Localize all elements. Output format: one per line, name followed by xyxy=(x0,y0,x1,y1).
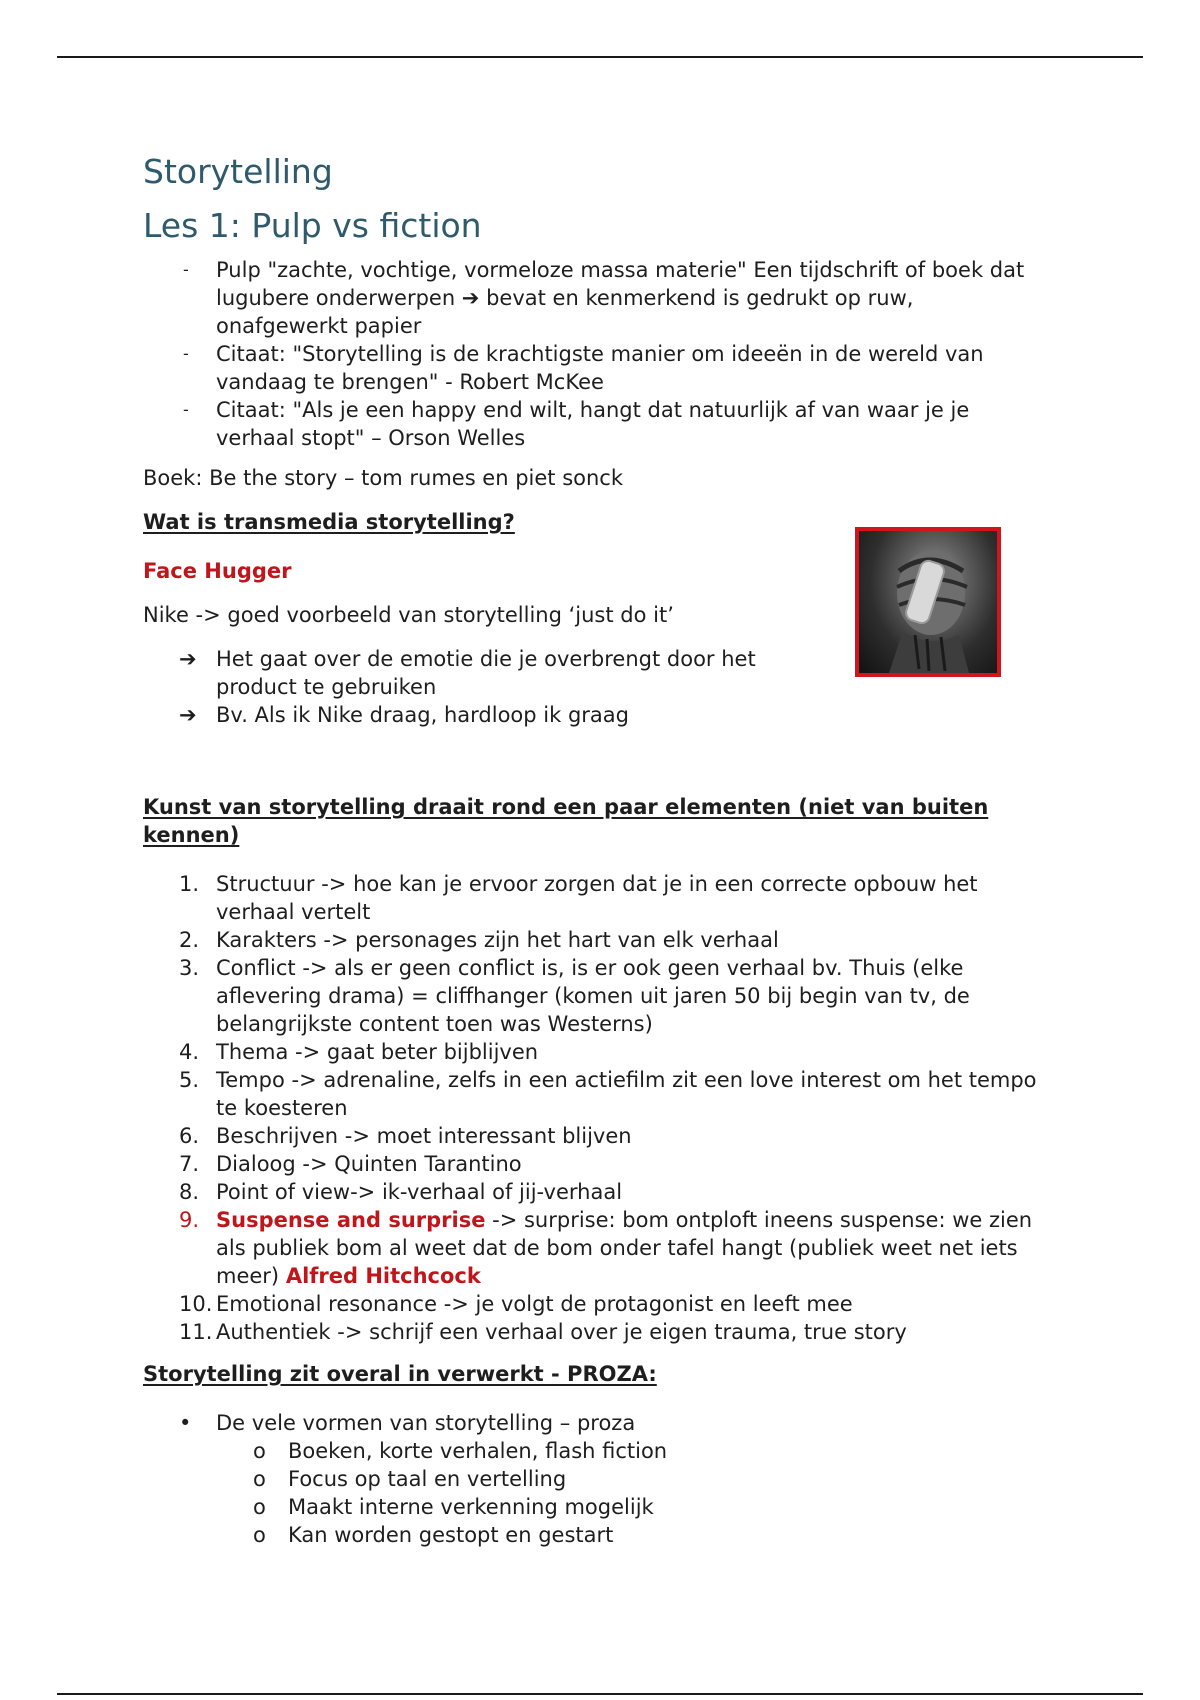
list-item: • De vele vormen van storytelling – proza xyxy=(179,1411,636,1435)
top-rule xyxy=(57,56,1143,58)
sub-list-item: o Kan worden gestopt en gestart xyxy=(253,1523,614,1547)
circle-bullet-icon: o xyxy=(253,1439,266,1463)
arrow-icon: ➔ xyxy=(179,703,197,727)
list-item: 3. Conflict -> als er geen conflict is, is er ook geen verhaal bv. Thuis (elke aflevering drama) = cliffhanger (komen uit jaren 50 bij begin van tv, de belangrijkste content toen was Westerns) xyxy=(179,956,970,1036)
circle-bullet-icon: o xyxy=(253,1467,266,1491)
lesson-title: Les 1: Pulp vs fiction xyxy=(143,206,482,245)
face-hugger-label: Face Hugger xyxy=(143,559,292,583)
document-body xyxy=(143,150,1043,1549)
list-item: ➔ Bv. Als ik Nike draag, hardloop ik graag xyxy=(179,703,629,727)
page-title: Storytelling xyxy=(143,152,333,191)
elements-heading: Kunst van storytelling draait rond een paar elementen (niet van buiten kennen) xyxy=(143,795,989,847)
bullet-icon: • xyxy=(179,1411,192,1435)
face-hugger-illustration xyxy=(859,531,997,673)
dash-bullet: - xyxy=(183,260,189,279)
proza-heading: Storytelling zit overal in verwerkt - PROZA: xyxy=(143,1362,657,1386)
sub-list-item: o Boeken, korte verhalen, flash fiction xyxy=(253,1439,668,1463)
hitchcock-label: Alfred Hitchcock xyxy=(285,1264,481,1288)
list-item: - Pulp "zachte, vochtige, vormeloze massa materie" Een tijdschrift of boek dat lugubere onderwerpen ➔ bevat en kenmerkend is gedrukt op ruw, onafgewerkt papier xyxy=(183,258,1025,338)
list-item: 1. Structuur -> hoe kan je ervoor zorgen dat je in een correcte opbouw het verhaal vertelt xyxy=(179,872,978,924)
bottom-rule xyxy=(57,1693,1143,1695)
list-item: 10. Emotional resonance -> je volgt de protagonist en leeft mee xyxy=(179,1292,853,1316)
intro-list xyxy=(143,256,1043,452)
elements-list xyxy=(143,870,1043,1346)
arrow-icon: ➔ xyxy=(179,647,197,671)
list-item: 5. Tempo -> adrenaline, zelfs in een actiefilm zit een love interest om het tempo te koesteren xyxy=(179,1068,1037,1120)
face-hugger-image xyxy=(855,527,1001,677)
list-item: 9. Suspense and surprise -> surprise: bom ontploft ineens suspense: we zien als publiek bom al weet dat de bom onder tafel hangt (publiek weet net iets meer) Alfred Hitchcock xyxy=(179,1208,1033,1288)
circle-bullet-icon: o xyxy=(253,1495,266,1519)
sub-list-item: o Maakt interne verkenning mogelijk xyxy=(253,1495,654,1519)
list-item: 4. Thema -> gaat beter bijblijven xyxy=(179,1040,539,1064)
list-item: - Citaat: "Storytelling is de krachtigste manier om ideeën in de wereld van vandaag te brengen" - Robert McKee xyxy=(183,342,984,394)
sub-list-item: o Focus op taal en vertelling xyxy=(253,1467,567,1491)
nike-line: Nike -> goed voorbeeld van storytelling ‘just do it’ xyxy=(143,603,674,627)
dash-bullet: - xyxy=(183,344,189,363)
arrow-list xyxy=(143,645,803,729)
list-item: 11. Authentiek -> schrijf een verhaal over je eigen trauma, true story xyxy=(179,1320,907,1344)
list-item: 7. Dialoog -> Quinten Tarantino xyxy=(179,1152,522,1176)
book-line: Boek: Be the story – tom rumes en piet sonck xyxy=(143,466,624,490)
dash-bullet: - xyxy=(183,400,189,419)
list-item: 6. Beschrijven -> moet interessant blijven xyxy=(179,1124,632,1148)
list-item: 2. Karakters -> personages zijn het hart van elk verhaal xyxy=(179,928,779,952)
proza-list xyxy=(143,1409,1043,1549)
transmedia-heading: Wat is transmedia storytelling? xyxy=(143,510,515,534)
suspense-label: Suspense and surprise xyxy=(216,1208,486,1232)
circle-bullet-icon: o xyxy=(253,1523,266,1547)
list-item: - Citaat: "Als je een happy end wilt, hangt dat natuurlijk af van waar je je verhaal stopt" – Orson Welles xyxy=(183,398,970,450)
list-item: 8. Point of view-> ik-verhaal of jij-verhaal xyxy=(179,1180,623,1204)
list-item: ➔ Het gaat over de emotie die je overbrengt door het product te gebruiken xyxy=(179,647,756,699)
